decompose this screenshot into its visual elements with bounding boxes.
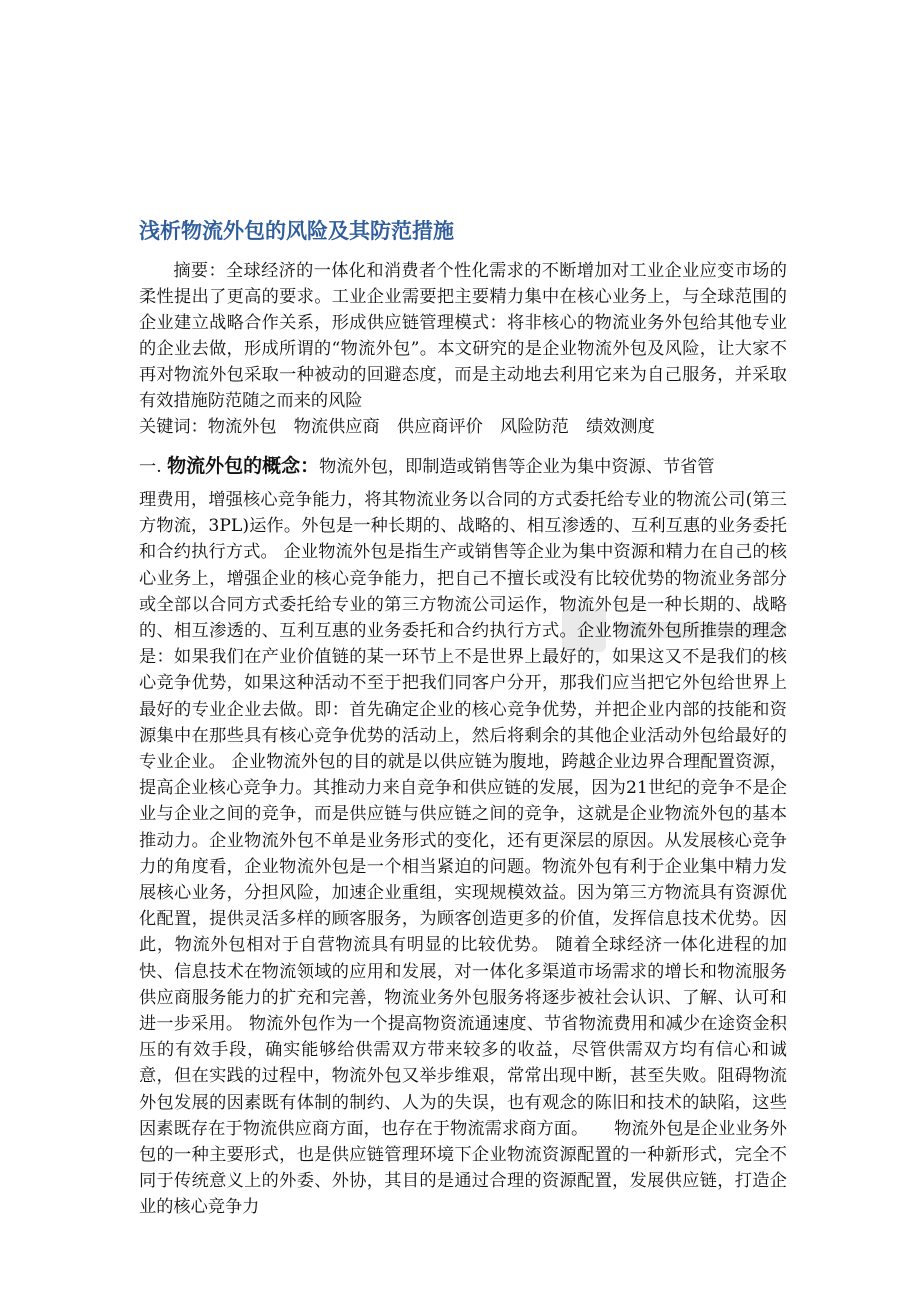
keywords-line — [139, 414, 787, 440]
section-1-body: 理费用，增强核心竞争能力，将其物流业务以合同的方式委托给专业的物流公司(第三方物流，3PL)运作。外包是一种长期的、战略的、相互渗透的、互利互惠的业务委托和合约执行方式。 企业物流外包是指生产或销售等企业为集中资源和精力在自己的核心业务上，增强企业的核心竞争能力，把自己不擅长或没有比较优势的物流业务部分或全部以合同方式委托给专业的第三方物流公司运作，物流外包是一种长期的、战略的、相互渗透的、互利互惠的业务委托和合约执行方式。企业物流外包所推崇的理念是：如果我们在产业价值链的某一环节上不是世界上最好的，如果这又不是我们的核心竞争优势，如果这种活动不至于把我们同客户分开，那我们应当把它外包给世界上最好的专业企业去做。即：首先确定企业的核心竞争优势，并把企业内部的技能和资源集中在那些具有核心竞争优势的活动上，然后将剩余的其他企业活动外包给最好的专业企业。 企业物流外包的目的就是以供应链为腹地，跨越企业边界合理配置资源，提高企业核心竞争力。其推动力来自竞争和供应链的发展，因为21世纪的竞争不是企业与企业之间的竞争，而是供应链与供应链之间的竞争，这就是企业物流外包的基本推动力。企业物流外包不单是业务形式的变化，还有更深层的原因。从发展核心竞争力的角度看，企业物流外包是一个相当紧迫的问题。物流外包有利于企业集中精力发展核心业务，分担风险，加速企业重组，实现规模效益。因为第三方物流具有资源优化配置，提供灵活多样的顾客服务，为顾客创造更多的价值，发挥信息技术优势。因此，物流外包相对于自营物流具有明显的比较优势。 随着全球经济一体化进程的加快、信息技术在物流领域的应用和发展，对一体化多渠道市场需求的增长和物流服务供应商服务能力的扩充和完善，物流业务外包服务将逐步被社会认识、了解、认可和进一步采用。 物流外包作为一个提高物资流通速度、节省物流费用和减少在途资金积压的有效手段，确实能够给供需双方带来较多的收益，尽管供需双方均有信心和诚意，但在实践的过程中，物流外包又举步维艰，常常出现中断，甚至失败。阻碍物流外包发展的因素既有体制的制约、人为的失误，也有观念的陈旧和技术的缺陷，这些因素既存在于物流供应商方面，也存在于物流需求商方面。 物流外包是企业业务外包的一种主要形式，也是供应链管理环境下企业物流资源配置的一种新形式，完全不同于传统意义上的外委、外协，其目的是通过合理的资源配置，发展供应链，打造企业的核心竞争力 — [139, 490, 787, 1218]
keyword-item: 物流供应商 — [293, 417, 380, 437]
section-heading: 物流外包的概念： — [167, 455, 320, 477]
keyword-item: 风险防范 — [500, 417, 569, 437]
document-page — [139, 216, 787, 1221]
keywords-label: 关键词： — [139, 417, 208, 437]
keyword-item: 物流外包 — [207, 417, 277, 437]
section-lead-text: 物流外包，即制造或销售等企业为集中资源、节省管 — [319, 457, 715, 477]
document-title: 浅析物流外包的风险及其防范措施 — [139, 219, 454, 243]
section-number: 一. — [139, 457, 162, 477]
keyword-item: 绩效测度 — [586, 417, 655, 437]
keyword-item: 供应商评价 — [396, 417, 483, 437]
section-1-heading-line — [139, 446, 787, 487]
abstract-paragraph: 摘要：全球经济的一体化和消费者个性化需求的不断增加对工业企业应变市场的柔性提出了更高的要求。工业企业需要把主要精力集中在核心业务上，与全球范围的企业建立战略合作关系，形成供应链管理模式：将非核心的物流业务外包给其他专业的企业去做，形成所谓的“物流外包”。本文研究的是企业物流外包及风险，让大家不再对物流外包采取一种被动的回避态度，而是主动地去利用它来为自己服务，并采取有效措施防范随之而来的风险 — [139, 261, 787, 411]
